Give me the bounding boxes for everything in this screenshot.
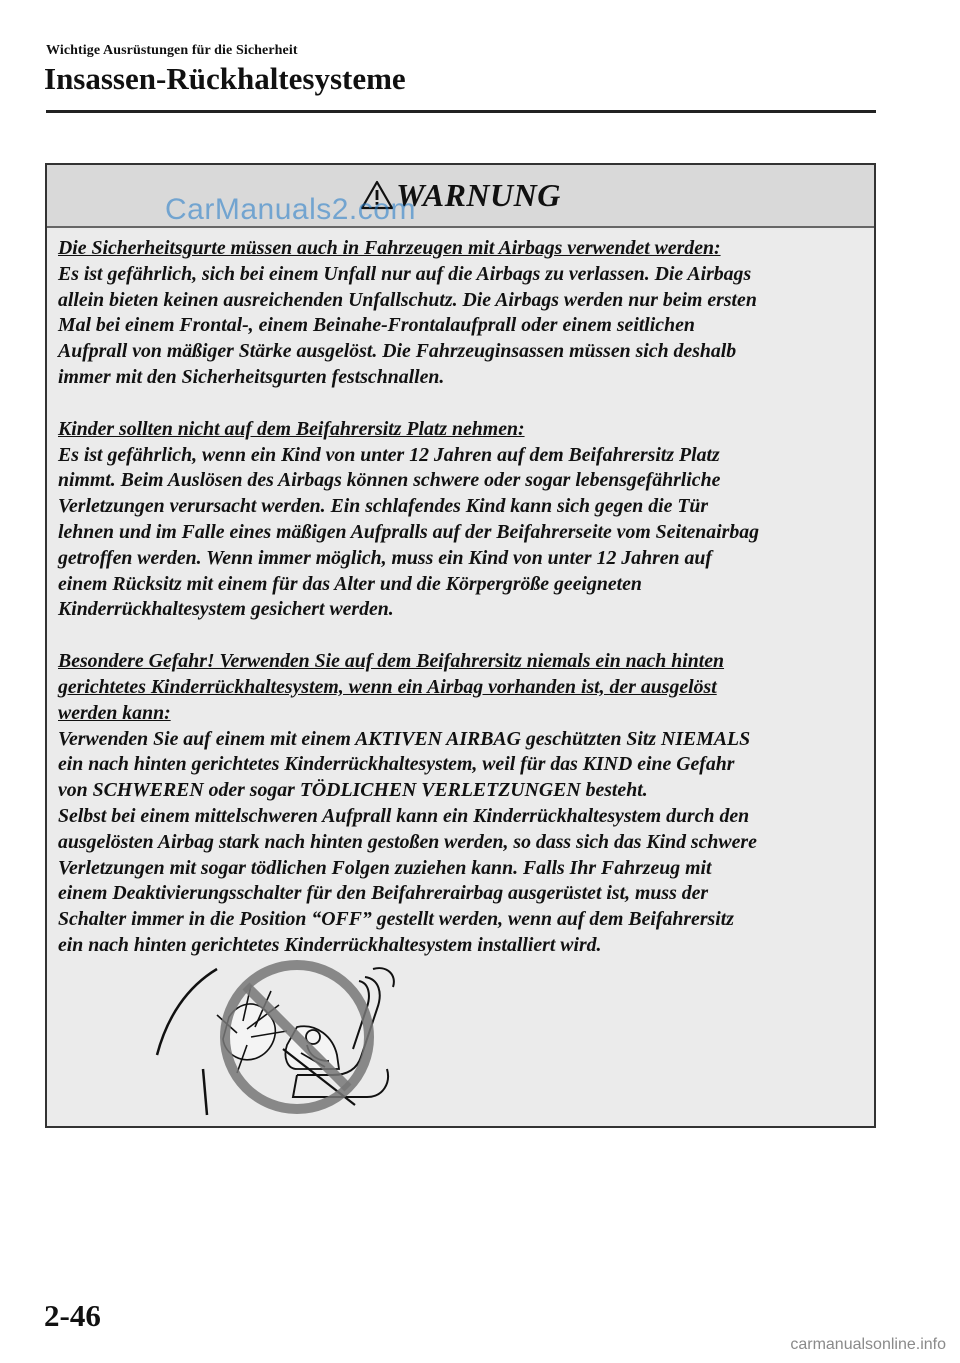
paragraph-line: Schalter immer in die Position “OFF” gestellt werden, wenn auf dem Beifahrersitz: [58, 908, 734, 931]
paragraph-line: Mal bei einem Frontal-, einem Beinahe-Frontalaufprall oder einem seitlichen: [58, 314, 695, 337]
warning-body: [47, 228, 874, 959]
paragraph-line: nimmt. Beim Auslösen des Airbags können schwere oder sogar lebensgefährliche: [58, 469, 721, 492]
watermark-text: CarManuals2.com: [165, 193, 416, 226]
warning-title: WARNUNG: [396, 177, 561, 213]
paragraph-line: lehnen und im Falle eines mäßigen Aufpralls auf der Beifahrerseite vom Seitenairbag: [58, 520, 759, 543]
paragraph-line: Verletzungen mit sogar tödlichen Folgen zuziehen kann. Falls Ihr Fahrzeug mit: [58, 856, 712, 879]
paragraph-children-front-seat: [58, 417, 860, 623]
paragraph-line: Es ist gefährlich, sich bei einem Unfall nur auf die Airbags zu verlassen. Die Airbags: [58, 262, 752, 285]
paragraph-heading: werden kann:: [58, 701, 171, 724]
paragraph-line: Verletzungen verursacht werden. Ein schlafendes Kind kann sich gegen die Tür: [58, 495, 709, 518]
paragraph-line: Es ist gefährlich, wenn ein Kind von unter 12 Jahren auf dem Beifahrersitz Platz: [58, 443, 720, 466]
paragraph-heading: Besondere Gefahr! Verwenden Sie auf dem Beifahrersitz niemals ein nach hinten: [58, 650, 725, 673]
paragraph-line: getroffen werden. Wenn immer möglich, muss ein Kind von unter 12 Jahren auf: [58, 546, 712, 569]
paragraph-seatbelts: [58, 236, 860, 391]
title-rule: [46, 110, 876, 113]
paragraph-line: Verwenden Sie auf einem mit einem AKTIVEN AIRBAG geschützten Sitz NIEMALS: [58, 727, 751, 750]
paragraph-line: Aufprall von mäßiger Stärke ausgelöst. Die Fahrzeuginsassen müssen sich deshalb: [58, 340, 737, 363]
paragraph-heading: gerichtetes Kinderrückhaltesystem, wenn ein Airbag vorhanden ist, der ausgelöst: [58, 675, 717, 698]
paragraph-line: Kinderrückhaltesystem gesichert werden.: [58, 598, 394, 621]
paragraph-line: ein nach hinten gerichtetes Kinderrückhaltesystem installiert wird.: [58, 933, 602, 956]
section-kicker: Wichtige Ausrüstungen für die Sicherheit: [46, 43, 298, 58]
paragraph-line: Selbst bei einem mittelschweren Aufprall kann ein Kinderrückhaltesystem durch den: [58, 804, 750, 827]
page-title: Insassen-Rückhaltesysteme: [44, 61, 406, 96]
paragraph-heading: Die Sicherheitsgurte müssen auch in Fahrzeugen mit Airbags verwendet werden:: [58, 237, 721, 259]
paragraph-rear-facing-danger: [58, 649, 860, 959]
paragraph-line: immer mit den Sicherheitsgurten festschnallen.: [58, 365, 445, 388]
paragraph-line: allein bieten keinen ausreichenden Unfallschutz. Die Airbags werden nur beim ersten: [58, 288, 757, 311]
paragraph-heading: Kinder sollten nicht auf dem Beifahrersitz Platz nehmen:: [58, 417, 525, 440]
page-number: 2-46: [44, 1298, 101, 1333]
footer-watermark: carmanualsonline.info: [790, 1336, 946, 1353]
paragraph-line: ein nach hinten gerichtetes Kinderrückhaltesystem, weil für das KIND eine Gefahr: [58, 753, 735, 776]
paragraph-line: von SCHWEREN oder sogar TÖDLICHEN VERLETZUNGEN besteht.: [58, 779, 648, 802]
paragraph-line: einem Deaktivierungsschalter für den Beifahrerairbag ausgerüstet ist, muss der: [58, 882, 709, 905]
paragraph-line: einem Rücksitz mit einem für das Alter und die Körpergröße geeigneten: [58, 572, 642, 595]
warning-box: [45, 163, 876, 1128]
warning-header: [47, 165, 874, 228]
paragraph-line: ausgelösten Airbag stark nach hinten gestoßen werden, so dass sich das Kind schwere: [58, 830, 757, 853]
prohibited-rear-facing-child-seat-icon: [147, 957, 407, 1117]
